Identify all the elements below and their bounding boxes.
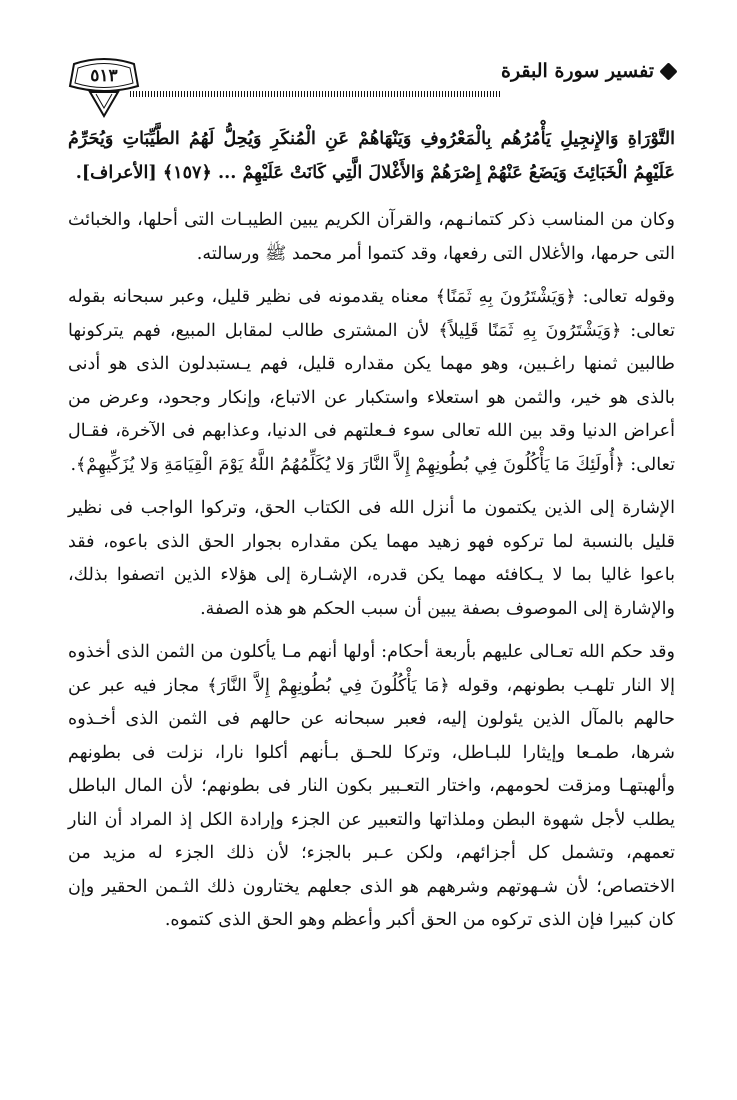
running-title	[501, 60, 675, 82]
page-header	[66, 52, 675, 104]
verse-block: التَّوْرَاةِ وَالإِنجِيلِ يَأْمُرُهُم بِالْمَعْرُوفِ وَيَنْهَاهُمْ عَنِ الْمُنكَرِ وَيُحِلُّ لَهُمُ الطَّيِّبَاتِ وَيُحَرِّمُ عَلَيْهِمُ الْخَبَائِثَ وَيَضَعُ عَنْهُمْ إِصْرَهُمْ وَالأَغْلالَ الَّتِي كَانَتْ عَلَيْهِمْ ... ﴿١٥٧﴾ [الأعراف].	[68, 128, 675, 183]
ornament-icon	[659, 62, 677, 80]
page-number-badge	[66, 52, 142, 124]
badge-frame-icon	[66, 52, 142, 124]
page-body	[68, 122, 675, 938]
header-rule	[130, 91, 500, 97]
paragraph: الإشارة إلى الذين يكتمون ما أنزل الله فى الكتاب الحق، وتركوا الواجب فى نظير قليل بالنسبة لما تركوه فهو زهيد مهما يكن مقداره بجوار الحق الذى باعوه، فقد باعوا غاليا بما لا يـكافئه مهما يكن قدره، الإشـارة إلى هؤلاء الذين اتصفوا بذلك، والإشارة إلى الموصوف بصفة يبين أن سبب الحكم هو هذه الصفة.	[68, 498, 675, 619]
paragraph: وكان من المناسب ذكر كتمانـهم، والقرآن الكريم يبين الطيبـات التى أحلها، والخبائث التى حرمها، والأغلال التى رفعها، وقد كتموا أمر محمد ﷺ ورسالته.	[68, 210, 675, 264]
paragraph: وقوله تعالى: ﴿وَيَشْتَرُونَ بِهِ ثَمَنًا﴾ معناه يقدمونه فى نظير قليل، وعبر سبحانه بقوله تعالى: ﴿وَيَشْتَرُونَ بِهِ ثَمَنًا قَلِيلاً﴾ لأن المشترى طالب لمقابل المبيع، فهم يتركونها طالبين ثمنها راغـبين، وهو مهما يكن مقداره قليل، فهم يـستبدلون الذى هو أدنى بالذى هو خير، والثمن هو استعلاء واستكبار عن الاتباع، وإنكار وجحود، وعرض من أعراض الدنيا وقد بين الله تعالى سوء فـعلتهم فى الدنيا، وعذابهم فى الآخرة، فقـال تعالى: ﴿أُولَئِكَ مَا يَأْكُلُونَ فِي بُطُونِهِمْ إِلاَّ النَّارَ وَلا يُكَلِّمُهُمُ اللَّهُ يَوْمَ الْقِيَامَةِ وَلا يُزَكِّيهِمْ﴾.	[68, 287, 675, 475]
surah-title: تفسير سورة البقرة	[500, 60, 654, 82]
section-gap	[68, 195, 675, 196]
paragraph: وقد حكم الله تعـالى عليهم بأربعة أحكام: أولها أنهم مـا يأكلون من الثمن الذى أخذوه إلا النار تلهـب بطونهم، وقوله ﴿مَا يَأْكُلُونَ فِي بُطُونِهِمْ إِلاَّ النَّارَ﴾ مجاز فيه عبر عن حالهم بالمآل الذين يئولون إليه، فعبر سبحانه عن حالهم فى الثمن الذى أخـذوه شرها، طمـعا وإيثارا للبـاطل، وتركا للحـق بـأنهم أكلوا نارا، نزلت فى بطونهم وألهبتهـا ومزقت لحومهم، واختار التعـبير بكون النار فى بطونهم؛ لأن المال الباطل يطلب لأجل شهوة البطن وملذاتها والتعبير عن الجزء وإرادة الكل إذ المراد أن النار تعمهم، وتشمل كل أجزائهم، ولكن عـبر بالجزء؛ لأن ذلك الجزء له مزيد من الاختصاص؛ لأن شـهوتهم وشرههم هو الذى جعلهم يختارون ذلك الثـمن الحقير وإن كان كبيرا فإن الذى تركوه من الحق أكبر وأعظم وهو الحق الذى كتموه.	[68, 642, 675, 930]
page-number: ٥١٣	[90, 66, 118, 86]
